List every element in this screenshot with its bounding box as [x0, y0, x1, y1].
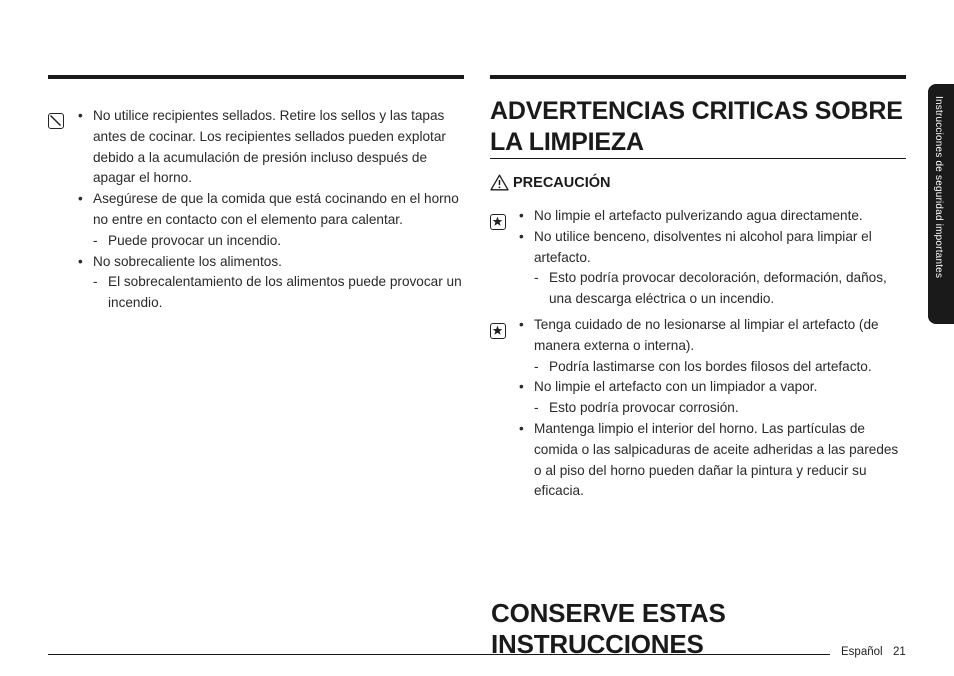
heading-underline: [490, 158, 906, 159]
cleaning-warning-list-1: [519, 206, 906, 310]
caution-label: [490, 174, 610, 191]
caution-text: PRECAUCIÓN: [513, 174, 611, 191]
star-icon: [490, 214, 506, 230]
sub-item: - Esto podría provocar decoloración, deformación, daños, una descarga eléctrica o un incendio.: [519, 268, 906, 310]
page-number: 21: [893, 646, 906, 658]
footer-title: CONSERVE ESTAS INSTRUCCIONES: [491, 598, 726, 659]
sub-item: - El sobrecalentamiento de los alimentos puede provocar un incendio.: [78, 272, 464, 314]
footer-language: Español: [841, 646, 883, 658]
side-tab-label: Instrucciones de seguridad importantes: [933, 96, 944, 279]
left-warning-list: [78, 106, 464, 314]
star-icon: [490, 323, 506, 339]
section-side-tab: [928, 84, 954, 324]
warning-triangle-icon: [490, 174, 509, 191]
bullet-item: • Asegúrese de que la comida que está cocinando en el horno no entre en contacto con el elemento para calentar.: [78, 189, 464, 231]
bullet-item: • Tenga cuidado de no lesionarse al limpiar el artefacto (de manera externa o interna).: [519, 315, 906, 357]
sub-item: - Puede provocar un incendio.: [78, 231, 464, 252]
bullet-item: • No limpie el artefacto con un limpiador a vapor.: [519, 377, 906, 398]
left-top-rule: [48, 75, 464, 79]
bullet-item: • No sobrecaliente los alimentos.: [78, 252, 464, 273]
sub-item: - Podría lastimarse con los bordes filosos del artefacto.: [519, 357, 906, 378]
prohibited-icon: [48, 113, 64, 129]
cleaning-warning-list-2: [519, 315, 906, 502]
bullet-item: • No utilice benceno, disolventes ni alcohol para limpiar el artefacto.: [519, 227, 906, 269]
bullet-item: • No limpie el artefacto pulverizando agua directamente.: [519, 206, 906, 227]
bullet-item: • Mantenga limpio el interior del horno. Las partículas de comida o las salpicaduras de aceite adheridas a las paredes o al piso del horno pueden dañar la pintura y reducir su eficacia.: [519, 419, 906, 502]
section-heading: ADVERTENCIAS CRITICAS SOBRE LA LIMPIEZA: [490, 97, 903, 156]
bullet-item: • No utilice recipientes sellados. Retire los sellos y las tapas antes de cocinar. Los recipientes sellados pueden explotar debido a la acumulación de presión incluso después de apagar el horno.: [78, 106, 464, 189]
sub-item: - Esto podría provocar corrosión.: [519, 398, 906, 419]
right-top-rule: [490, 75, 906, 79]
